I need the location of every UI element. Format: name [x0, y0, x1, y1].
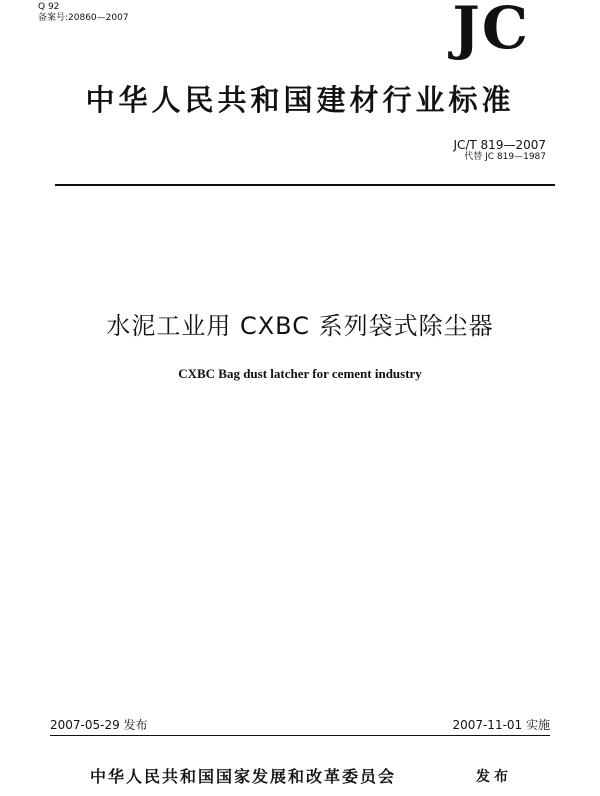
standard-number-block	[453, 138, 546, 163]
footer-divider	[50, 735, 550, 736]
industry-standard-title: 中华人民共和国建材行业标准	[85, 83, 515, 117]
issue-label: 发布	[476, 769, 512, 785]
header-divider	[55, 184, 555, 186]
record-number: 备案号:20860—2007	[38, 13, 129, 23]
document-title-english: CXBC Bag dust latcher for cement industry	[178, 366, 422, 381]
jc-logo: JC	[452, 0, 530, 62]
issuing-authority: 中华人民共和国国家发展和改革委员会	[90, 767, 397, 786]
implement-date: 2007-11-01 实施	[452, 718, 550, 732]
publish-date: 2007-05-29 发布	[50, 718, 148, 732]
replaces-standard: 代替 JC 819—1987	[464, 152, 546, 162]
header-codes	[38, 2, 129, 24]
ics-code: Q 92	[38, 2, 60, 12]
document-title-chinese: 水泥工业用 CXBC 系列袋式除尘器	[106, 312, 494, 340]
standard-number: JC/T 819—2007	[453, 138, 546, 152]
